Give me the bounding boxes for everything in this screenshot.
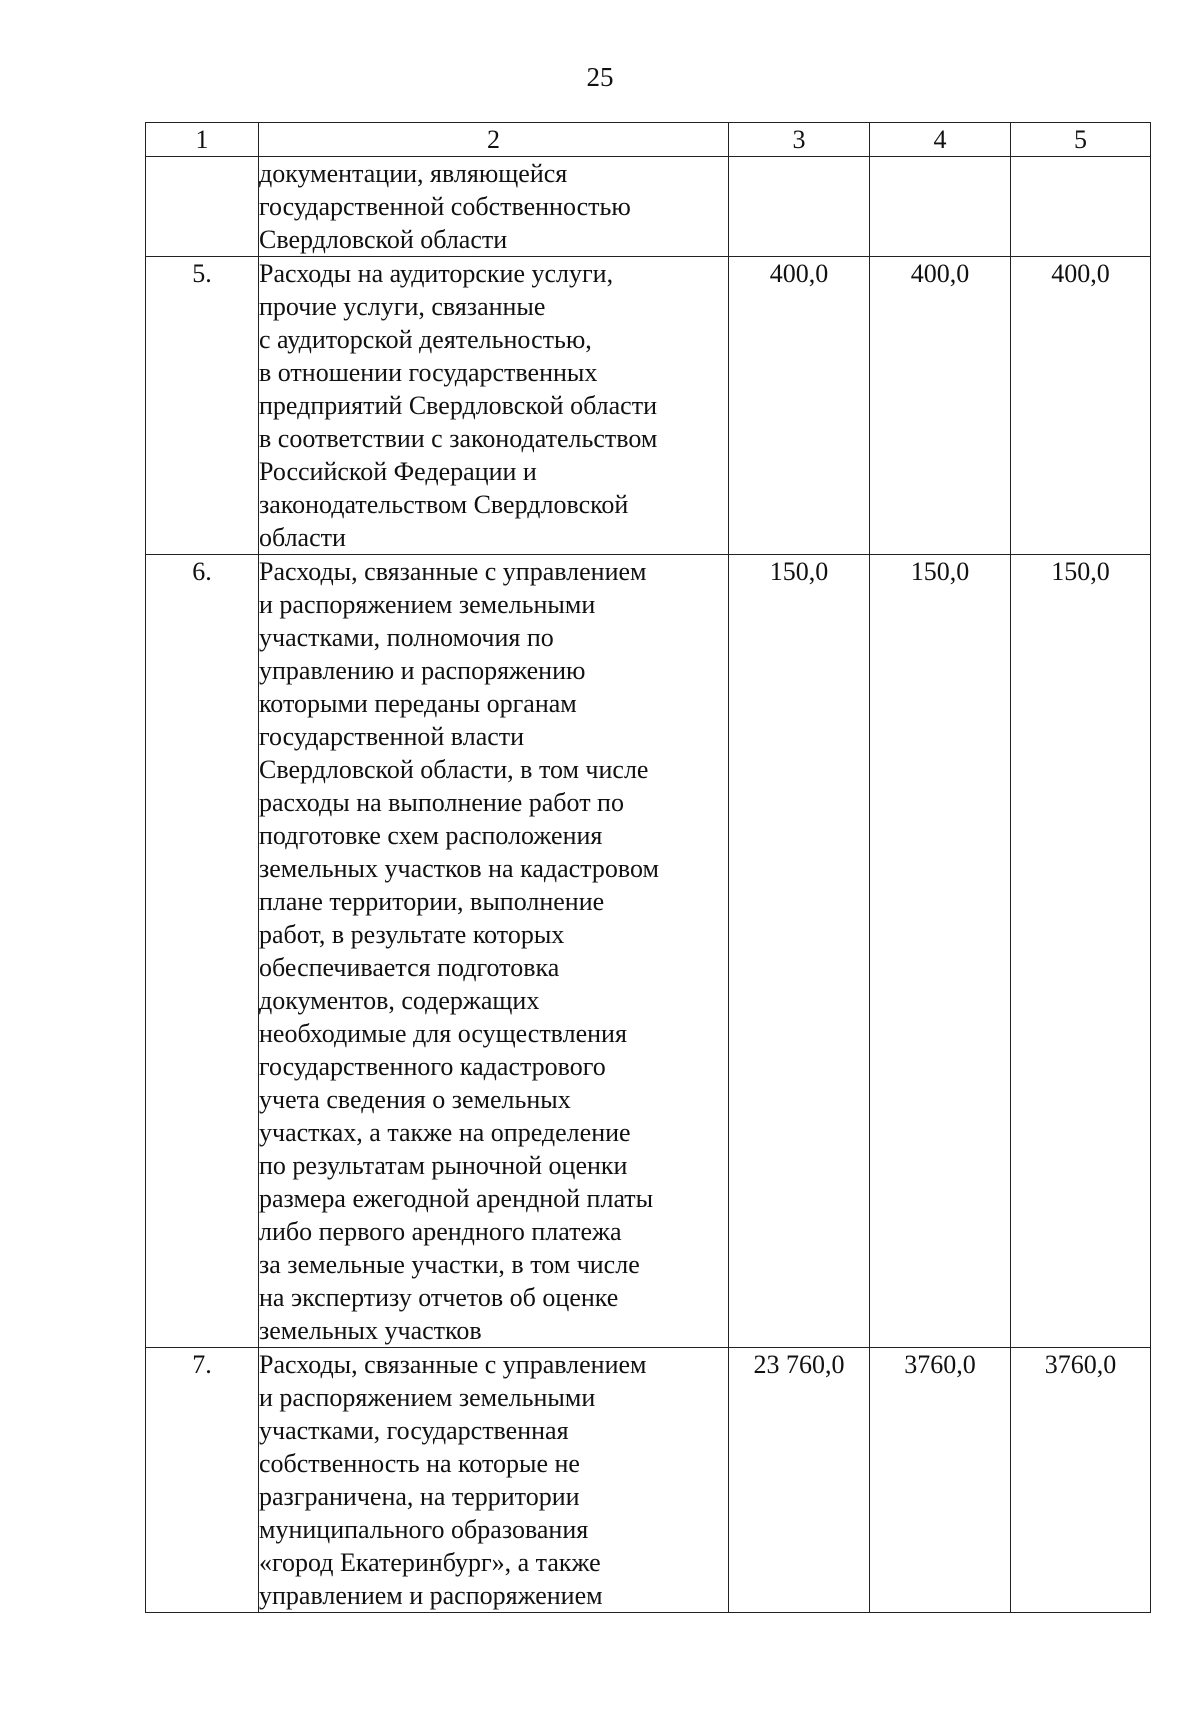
description-line: Свердловской области <box>259 225 508 254</box>
description-line: законодательством Свердловской <box>259 490 629 519</box>
description-line: в отношении государственных <box>259 358 598 387</box>
description-line: прочие услуги, связанные <box>259 292 546 321</box>
amount-cell-col-3: 23 760,0 <box>729 1348 870 1613</box>
description-line: подготовке схем расположения <box>259 821 603 850</box>
row-number-cell: 6. <box>146 555 259 1348</box>
description-line: которыми переданы органам <box>259 689 577 718</box>
page-number: 25 <box>586 62 614 92</box>
description-line: расходы на выполнение работ по <box>259 788 624 817</box>
description-line: земельных участков <box>259 1316 482 1345</box>
description-line: размера ежегодной арендной платы <box>259 1184 654 1213</box>
amount-cell-col-5: 400,0 <box>1011 257 1151 555</box>
description-line: разграничена, на территории <box>259 1482 580 1511</box>
description-line: на экспертизу отчетов об оценке <box>259 1283 619 1312</box>
column-header-2: 2 <box>259 123 729 157</box>
description-line: с аудиторской деятельностью, <box>259 325 592 354</box>
description-line: учета сведения о земельных <box>259 1085 571 1114</box>
description-line: собственность на которые не <box>259 1449 580 1478</box>
amount-cell-col-4: 400,0 <box>870 257 1011 555</box>
description-line: работ, в результате которых <box>259 920 565 949</box>
amount-cell-col-4: 3760,0 <box>870 1348 1011 1613</box>
description-line: Расходы, связанные с управлением <box>259 557 647 586</box>
description-line: участках, а также на определение <box>259 1118 631 1147</box>
description-line: документации, являющейся <box>259 159 568 188</box>
amount-cell-col-3: 150,0 <box>729 555 870 1348</box>
description-line: и распоряжением земельными <box>259 1383 596 1412</box>
description-line: необходимые для осуществления <box>259 1019 627 1048</box>
description-line: плане территории, выполнение <box>259 887 605 916</box>
description-line: земельных участков на кадастровом <box>259 854 659 883</box>
row-number-cell: 7. <box>146 1348 259 1613</box>
description-line: Расходы, связанные с управлением <box>259 1350 647 1379</box>
description-line: области <box>259 523 346 552</box>
amount-cell-col-3: 400,0 <box>729 257 870 555</box>
column-header-3: 3 <box>729 123 870 157</box>
description-line: участками, государственная <box>259 1416 569 1445</box>
description-line: «город Екатеринбург», а также <box>259 1548 601 1577</box>
amount-cell-col-3 <box>729 157 870 257</box>
description-line: Российской Федерации и <box>259 457 537 486</box>
description-cell <box>259 1348 729 1613</box>
column-number-row <box>146 123 1151 157</box>
table-row <box>146 157 1151 257</box>
description-line: Свердловской области, в том числе <box>259 755 649 784</box>
row-number-cell <box>146 157 259 257</box>
description-line: государственного кадастрового <box>259 1052 606 1081</box>
amount-cell-col-5: 3760,0 <box>1011 1348 1151 1613</box>
table-row <box>146 555 1151 1348</box>
description-line: управлением и распоряжением <box>259 1581 603 1610</box>
budget-table <box>145 122 1151 1613</box>
description-cell <box>259 157 729 257</box>
description-line: документов, содержащих <box>259 986 540 1015</box>
column-header-1: 1 <box>146 123 259 157</box>
description-line: участками, полномочия по <box>259 623 554 652</box>
description-line: государственной власти <box>259 722 525 751</box>
column-header-4: 4 <box>870 123 1011 157</box>
table-row <box>146 257 1151 555</box>
amount-cell-col-4 <box>870 157 1011 257</box>
description-line: за земельные участки, в том числе <box>259 1250 640 1279</box>
description-line: либо первого арендного платежа <box>259 1217 622 1246</box>
description-line: предприятий Свердловской области <box>259 391 657 420</box>
description-line: управлению и распоряжению <box>259 656 586 685</box>
description-cell <box>259 257 729 555</box>
description-line: муниципального образования <box>259 1515 589 1544</box>
row-number-cell: 5. <box>146 257 259 555</box>
description-line: обеспечивается подготовка <box>259 953 560 982</box>
description-line: и распоряжением земельными <box>259 590 596 619</box>
description-line: в соответствии с законодательством <box>259 424 658 453</box>
amount-cell-col-5: 150,0 <box>1011 555 1151 1348</box>
description-cell <box>259 555 729 1348</box>
description-line: по результатам рыночной оценки <box>259 1151 628 1180</box>
table-body <box>146 123 1151 1613</box>
column-header-5: 5 <box>1011 123 1151 157</box>
table-row <box>146 1348 1151 1613</box>
description-line: Расходы на аудиторские услуги, <box>259 259 614 288</box>
amount-cell-col-5 <box>1011 157 1151 257</box>
amount-cell-col-4: 150,0 <box>870 555 1011 1348</box>
description-line: государственной собственностью <box>259 192 631 221</box>
